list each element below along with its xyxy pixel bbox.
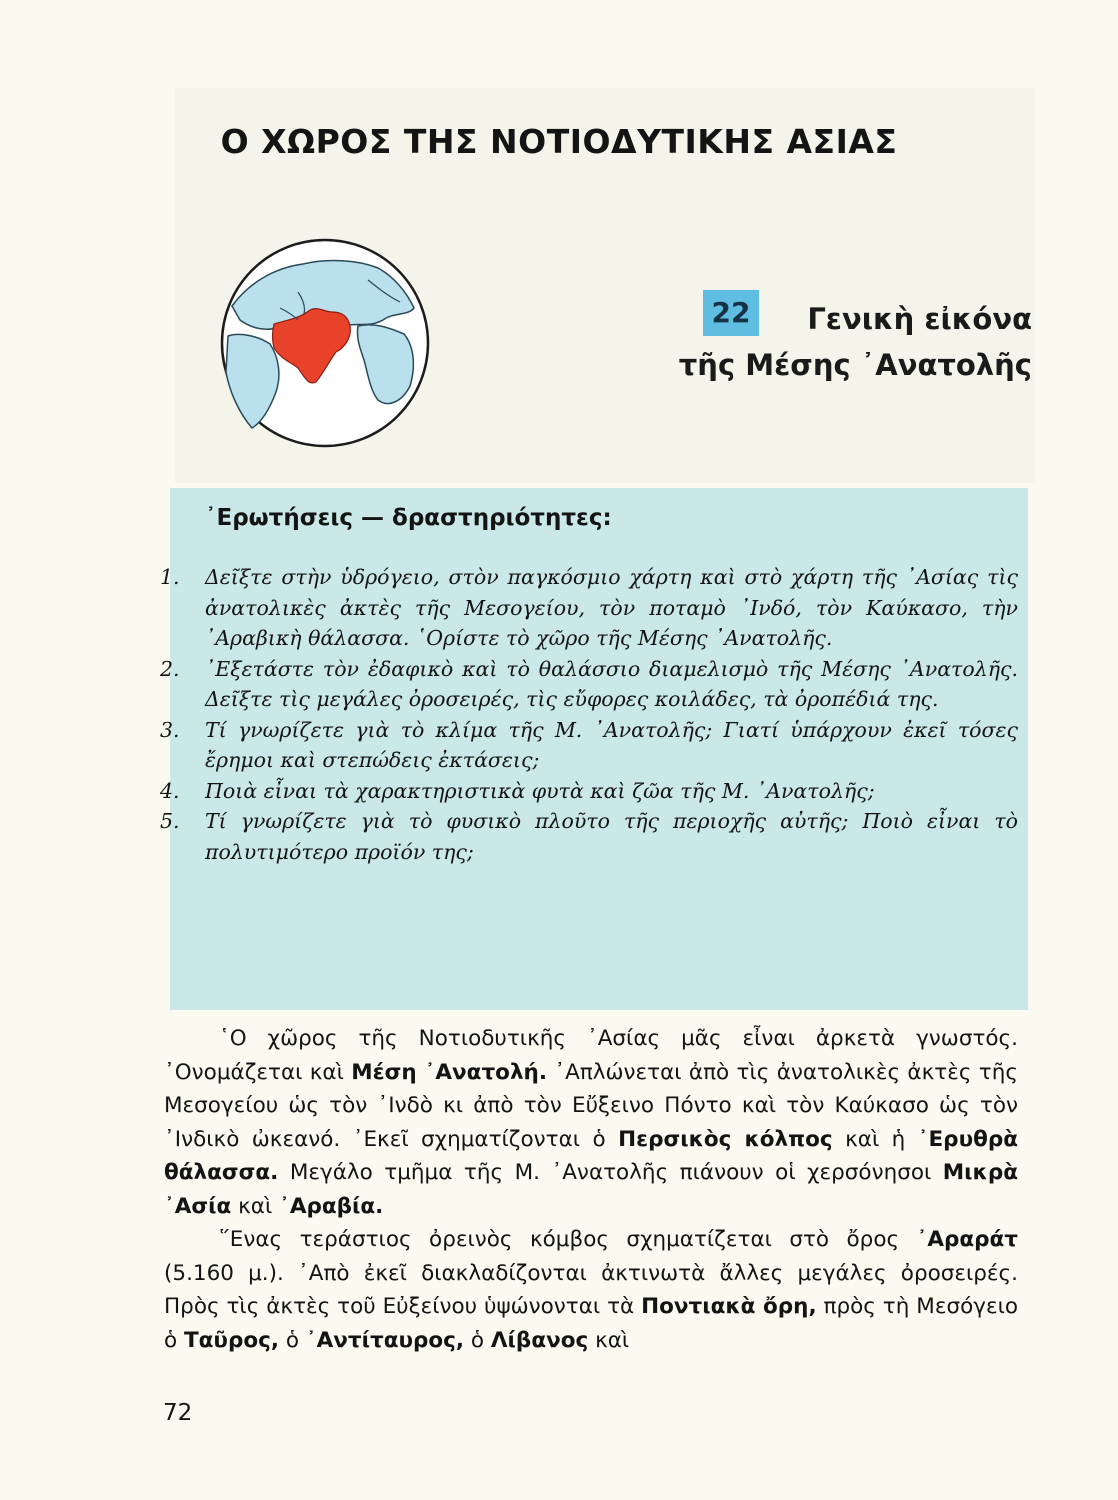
- bold-term: Λίβανος: [490, 1327, 589, 1353]
- question-item: [160, 654, 1018, 715]
- question-number: 1.: [160, 565, 180, 589]
- bold-term: Περσικὸς κόλπος: [618, 1126, 833, 1152]
- question-item: [160, 806, 1018, 867]
- body-text-run: καὶ: [231, 1193, 280, 1219]
- body-text-run: ὁ: [279, 1327, 306, 1353]
- lesson-title: [630, 296, 1032, 388]
- question-text: Ποιὰ εἶναι τὰ χαρακτηριστικὰ φυτὰ καὶ ζῶα τῆς Μ. ᾿Ανατολῆς;: [205, 778, 875, 803]
- globe-map-icon: [218, 236, 432, 450]
- bold-term: ᾿Αραράτ: [916, 1227, 1018, 1252]
- question-item: [160, 715, 1018, 776]
- question-text: Δεῖξτε στὴν ὑδρόγειο, στὸν παγκόσμιο χάρτη καὶ στὸ χάρτη τῆς ᾿Ασίας τὶς ἀνατολικὲς ἀκτὲς τῆς Μεσογείου, τὸν ποταμὸ ᾿Ινδό, τὸν Καύκασο, τὴν ᾿Αραβικὴ θάλασσα. ῾Ορίστε τὸ χῶρο τῆς Μέσης ᾿Ανατολῆς.: [205, 565, 1018, 650]
- bold-term: Μικρὰ ᾿Ασία: [164, 1160, 1018, 1219]
- question-number: 3.: [160, 717, 180, 742]
- question-number: 5.: [160, 809, 180, 833]
- chapter-title: Ο ΧΩΡΟΣ ΤΗΣ ΝΟΤΙΟΔΥΤΙΚΗΣ ΑΣΙΑΣ: [220, 122, 898, 161]
- body-text: [164, 1022, 1018, 1357]
- body-text-run: ῾Ο χῶρος τῆς Νοτιοδυτικῆς ᾿Ασίας μᾶς εἶναι ἀρκετὰ γνωστός. ᾿Ονομάζεται καὶ: [164, 1026, 1018, 1085]
- question-text: ᾿Εξετάστε τὸν ἐδαφικὸ καὶ τὸ θαλάσσιο διαμελισμὸ τῆς Μέσης ᾿Ανατολῆς. Δεῖξτε τὶς μεγάλες ὀροσειρές, τὶς εὔφορες κοιλάδες, τὰ ὀροπέδιά της.: [205, 656, 1018, 711]
- body-text-run: Μεγάλο τμῆμα τῆς Μ. ᾿Ανατολῆς πιάνουν οἱ χερσόνησοι: [278, 1160, 943, 1185]
- bold-term: ᾿Ερυθρὰ θάλασσα.: [164, 1126, 1019, 1185]
- lesson-title-line1: Γενικὴ εἰκόνα: [807, 302, 1032, 336]
- body-text-run: καὶ ἡ: [832, 1126, 918, 1152]
- bold-term: ᾿Αραβία.: [279, 1193, 384, 1219]
- body-text-run: ᾿Απλώνεται ἀπὸ τὶς ἀνατολικὲς ἀκτὲς τῆς Μεσογείου ὡς τὸν ᾿Ινδὸ κι ἀπὸ τὸν Εὔξεινο Πόντο καὶ τὸν Καύκασο ὡς τὸν ᾿Ινδικὸ ὠκεανό. ᾿Εκεῖ σχηματίζονται ὁ: [164, 1059, 1018, 1152]
- body-text-run: ῞Ενας τεράστιος ὀρεινὸς κόμβος σχηματίζεται στὸ ὄρος: [219, 1227, 917, 1252]
- page-number: 72: [163, 1400, 193, 1426]
- question-text: Τί γνωρίζετε γιὰ τὸ φυσικὸ πλοῦτο τῆς περιοχῆς αὐτῆς; Ποιὸ εἶναι τὸ πολυτιμότερο προϊόν της;: [205, 809, 1018, 864]
- question-item: [160, 776, 1018, 807]
- body-text-run: ὁ: [464, 1327, 491, 1353]
- body-paragraph-2: [164, 1223, 1018, 1357]
- questions-list: [160, 562, 1018, 867]
- body-text-run: καὶ: [588, 1327, 630, 1353]
- bold-term: Ταῦρος,: [184, 1327, 280, 1353]
- lesson-title-line2: τῆς Μέσης ᾿Ανατολῆς: [678, 348, 1032, 382]
- question-text: Τί γνωρίζετε γιὰ τὸ κλίμα τῆς Μ. ᾿Ανατολῆς; Γιατί ὑπάρχουν ἐκεῖ τόσες ἔρημοι καὶ στεπώδεις ἐκτάσεις;: [205, 717, 1018, 772]
- body-text-run: πρὸς τὴ Μεσόγειο ὁ: [164, 1294, 1019, 1353]
- question-number: 2.: [160, 656, 180, 681]
- body-text-run: (5.160 μ.). ᾿Απὸ ἐκεῖ διακλαδίζονται ἀκτινωτὰ ἄλλες μεγάλες ὀροσειρές. Πρὸς τὶς ἀκτὲς τοῦ Εὐξείνου ὑψώνονται τὰ: [164, 1260, 1018, 1319]
- bold-term: Μέση ᾿Ανατολή.: [351, 1059, 548, 1085]
- questions-heading: ᾿Ερωτήσεις — δραστηριότητες:: [205, 505, 612, 531]
- question-number: 4.: [160, 778, 180, 803]
- bold-term: ᾿Αντίταυρος,: [305, 1327, 465, 1353]
- bold-term: Ποντιακὰ ὄρη,: [641, 1294, 817, 1319]
- lesson-number-badge: 22: [703, 290, 759, 336]
- question-item: [160, 562, 1018, 654]
- body-paragraph-1: [164, 1022, 1018, 1223]
